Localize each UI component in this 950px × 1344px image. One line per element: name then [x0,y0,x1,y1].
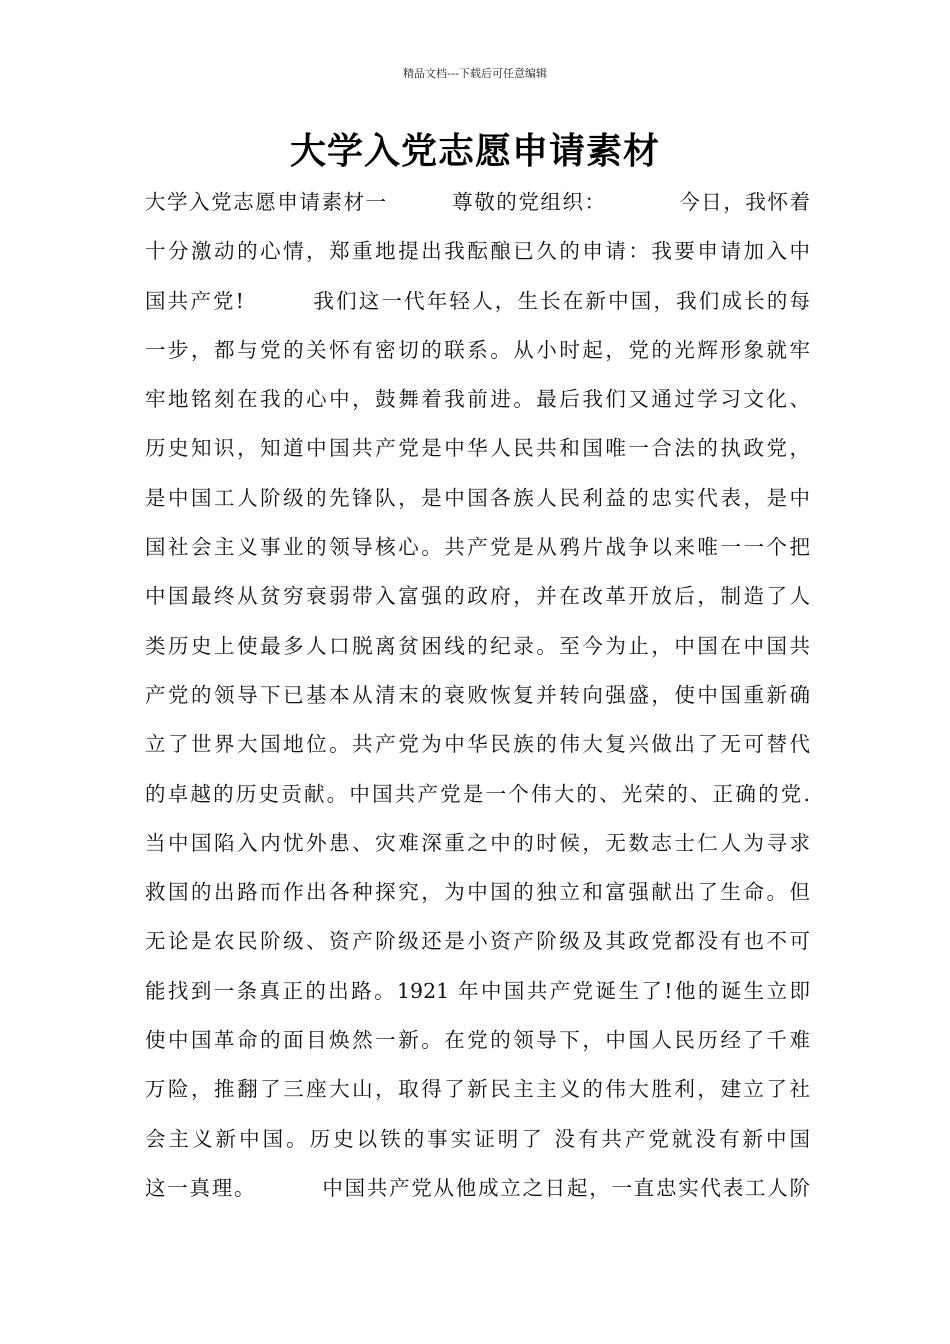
body-line: 使中国革命的面目焕然一新。在党的领导下，中国人民历经了千难 [145,1028,810,1053]
body-line: 这一真理。 中国共产党从他成立之日起，一直忠实代表工人阶 [145,1175,810,1200]
body-line: 中国最终从贫穷衰弱带入富强的政府，并在改革开放后，制造了人 [145,584,810,609]
body-line: 国社会主义事业的领导核心。共产党是从鸦片战争以来唯一一个把 [145,535,810,560]
body-line: 无论是农民阶级、资产阶级还是小资产阶级及其政党都没有也不可 [145,929,810,954]
body-text [145,178,810,1213]
body-line: 当中国陷入内忧外患、灾难深重之中的时候，无数志士仁人为寻求 [145,830,810,855]
body-line: 牢地铭刻在我的心中，鼓舞着我前进。最后我们又通过学习文化、 [145,387,810,412]
header-note: 精品文档---下载后可任意编辑 [403,67,547,80]
body-line: 立了世界大国地位。共产党为中华民族的伟大复兴做出了无可替代 [145,732,810,757]
body-line: 万险，推翻了三座大山，取得了新民主主义的伟大胜利，建立了社 [145,1077,810,1102]
body-line: 十分激动的心情，郑重地提出我酝酿已久的申请：我要申请加入中 [145,239,810,264]
body-line: 类历史上使最多人口脱离贫困线的纪录。至今为止，中国在中国共 [145,633,810,658]
document-title: 大学入党志愿申请素材 [289,131,660,172]
body-line: 是中国工人阶级的先锋队，是中国各族人民利益的忠实代表，是中 [145,485,810,510]
body-line: 历史知识，知道中国共产党是中华人民共和国唯一合法的执政党， [145,436,810,461]
body-line: 一步，都与党的关怀有密切的联系。从小时起，党的光辉形象就牢 [145,337,810,362]
body-line: 会主义新中国。历史以铁的事实证明了 没有共产党就没有新中国 [145,1126,810,1151]
body-line: 产党的领导下已基本从清末的衰败恢复并转向强盛，使中国重新确 [145,682,810,707]
body-line: 的卓越的历史贡献。中国共产党是一个伟大的、光荣的、正确的党. [145,781,810,806]
body-line: 大学入党志愿申请素材一 尊敬的党组织： 今日，我怀着 [145,190,810,214]
body-line: 国共产党! 我们这一代年轻人，生长在新中国，我们成长的每 [145,288,810,313]
body-line: 能找到一条真正的出路。1921 年中国共产党诞生了!他的诞生立即 [145,978,810,1003]
body-line: 救国的出路而作出各种探究，为中国的独立和富强献出了生命。但 [145,880,810,905]
